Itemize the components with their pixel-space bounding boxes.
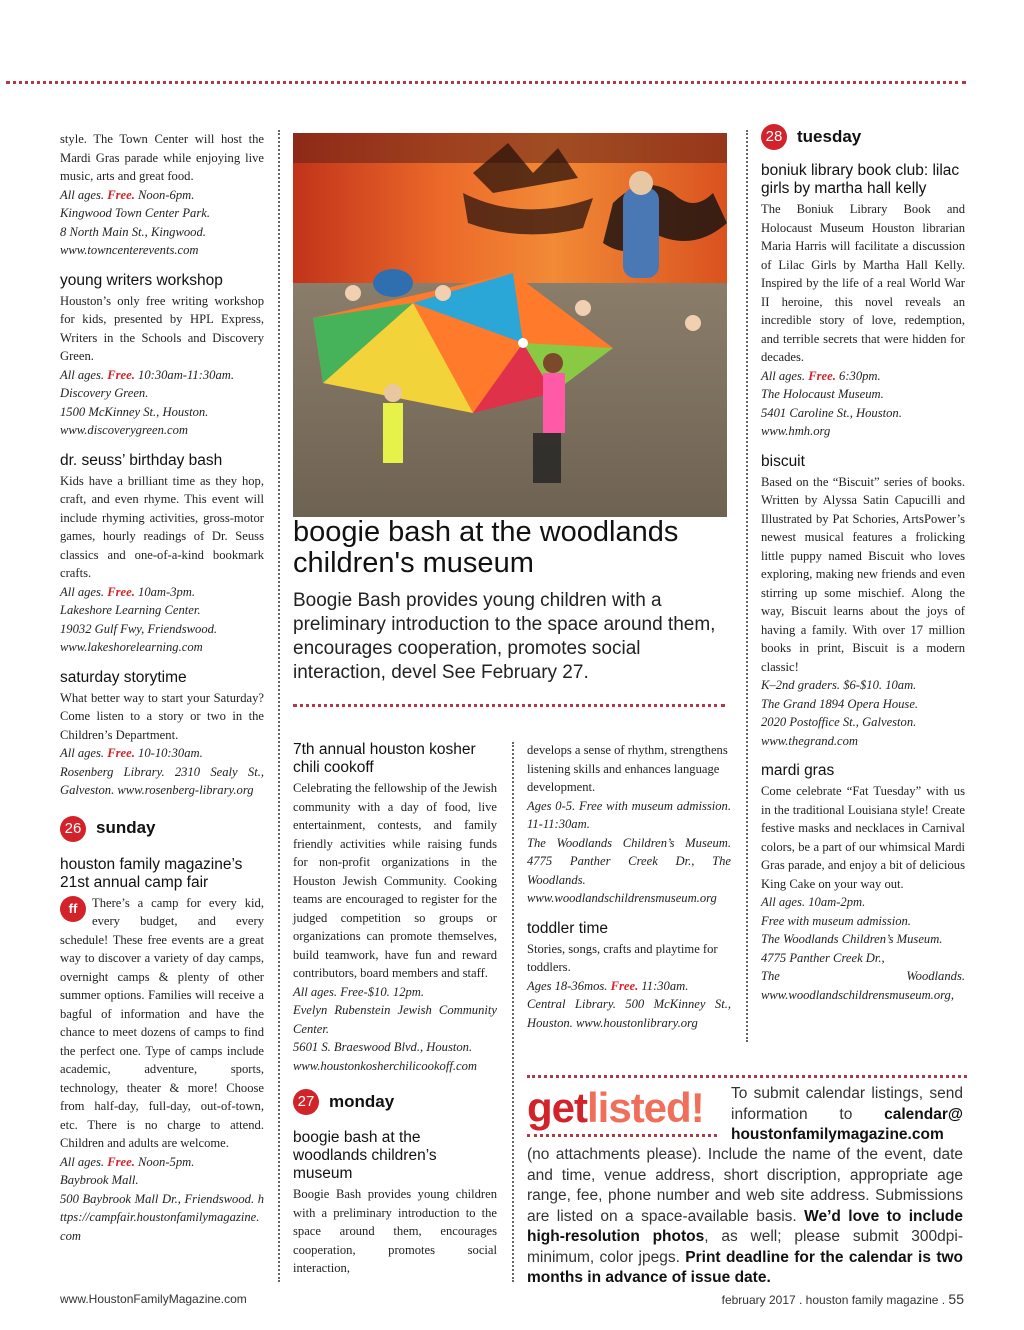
photos-note: We’d love to include high-resolution photos	[527, 1207, 963, 1245]
meta: All ages.	[60, 1154, 105, 1169]
meta: Free with museum admission.	[761, 913, 911, 928]
page-number: 55	[948, 1291, 964, 1307]
venue: The Woodlands Children’s Museum.	[761, 932, 943, 946]
event-title: dr. seuss’ birthday bash	[60, 451, 223, 469]
footer-issue	[722, 1291, 964, 1307]
free-label: Free.	[610, 978, 639, 993]
url-link[interactable]: www.lakeshorelearning.com	[60, 640, 203, 654]
venue: Rosenberg Library. 2310 Sealy St., Galveston. www.rosenberg-library.org	[60, 764, 264, 797]
event-body: The Boniuk Library Book and Holocaust Museum Houston librarian Maria Harris will facilitate a discussion of Lilac Girls by Martha Hall Kelly. Inspired by the life of a real World War II heroine, this novel reveals an incredible story of love, redemption, and terrible secrets that were hidden for decades.	[761, 202, 965, 364]
continued-text: style. The Town Center will host the Mardi Gras parade while enjoying live music, arts and great food.	[60, 132, 264, 183]
time: 10am-3pm.	[138, 584, 196, 599]
free-label: Free.	[107, 584, 135, 599]
free-label: Free.	[107, 187, 135, 202]
free-label: Free.	[808, 368, 836, 383]
right-column	[761, 124, 965, 1004]
event-title: mardi gras	[761, 762, 835, 779]
email-part-1[interactable]: calendar@	[884, 1105, 963, 1123]
continued-text: develops a sense of rhythm, strengthens listening skills and enhances language development.	[527, 743, 728, 794]
free-label: Free.	[107, 746, 135, 760]
meta: All ages.	[60, 746, 105, 760]
deadline-note: Print deadline for the calendar is two months in advance of issue date.	[527, 1248, 964, 1286]
address: 2020 Postoffice St., Galveston.	[761, 715, 917, 729]
time: Noon-5pm.	[138, 1154, 195, 1169]
time: 10-10:30am.	[138, 746, 203, 760]
day-name: monday	[329, 1091, 395, 1111]
time: 11:30am.	[641, 978, 689, 993]
day-badge: 27	[293, 1089, 319, 1115]
address: 500 Baybrook Mall Dr., Friendswood. https://campfair.houstonfamilymagazine.com	[60, 1191, 264, 1243]
meta: Ages 18-36mos.	[527, 978, 608, 993]
event-body: Celebrating the fellowship of the Jewish community with a day of food, live entertainment, contests, and family friendly activities while raising funds for non-profit organizations in the Houston Jewish Community. Cooking teams are encouraged to register for the judged competition so groups or organizations can promote themselves, build teamwork, have fun and reward contributors, board members and staff.	[293, 781, 497, 980]
address: 8 North Main St., Kingwood.	[60, 224, 206, 239]
url-link[interactable]: www.thegrand.com	[761, 733, 859, 748]
getlisted-logo	[527, 1086, 727, 1137]
address: 4775 Panther Creek Dr.,	[761, 950, 885, 965]
getlisted-instructions: (no attachments please). Include the name of the event, date and time, venue address, short discription, appropriate age range, fee, phone number and web site address. Submissions are listed on a space-available basis.	[527, 1146, 963, 1225]
feature-photo	[293, 133, 727, 517]
venue: Baybrook Mall.	[60, 1173, 139, 1187]
day-name: sunday	[96, 818, 156, 838]
meta: All ages.	[60, 367, 105, 382]
third-column	[527, 741, 731, 1032]
free-label: Free.	[107, 1154, 135, 1169]
feature-dotted-rule	[293, 704, 725, 707]
day-header-26	[60, 816, 264, 842]
top-dotted-rule	[6, 81, 966, 84]
address: 19032 Gulf Fwy, Friendswood.	[60, 621, 218, 636]
meta: K–2nd graders. $6-$10. 10am.	[761, 678, 917, 692]
footer-issue-text: february 2017 . houston family magazine .	[721, 1293, 949, 1307]
meta: All ages. Free-$10. 12pm.	[293, 984, 425, 999]
logo-underline-dots	[527, 1134, 717, 1137]
address: The Woodlands. www.woodlandschildrensmuseum.org,	[761, 969, 965, 1002]
divider-right	[746, 130, 748, 1042]
parachute-play-photo-illustration	[293, 133, 727, 517]
logo-listed: listed!	[587, 1084, 704, 1131]
day-header-27	[293, 1089, 497, 1115]
url-link[interactable]: www.hmh.org	[761, 424, 831, 438]
time: 6:30pm.	[839, 368, 881, 383]
feature-text: Boogie Bash provides young children with a preliminary introduction to the space around them, encourages cooperation, promotes social interaction, devel See February 27.	[293, 590, 716, 683]
logo-get: get	[527, 1084, 587, 1131]
meta: All ages.	[60, 584, 105, 599]
photos-spec: , as well; please submit 300dpi-minimum, color jpegs.	[527, 1228, 963, 1266]
url-link[interactable]: www.discoverygreen.com	[60, 423, 189, 437]
email-part-2[interactable]: houstonfamilymagazine.com	[731, 1126, 944, 1143]
free-label: Free.	[107, 367, 135, 382]
url-link[interactable]: www.houstonkosherchilicookoff.com	[293, 1058, 477, 1073]
event-title: biscuit	[761, 452, 805, 470]
url-link[interactable]: www.towncenterevents.com	[60, 243, 199, 257]
venue: Kingwood Town Center Park.	[60, 206, 210, 220]
venue: Lakeshore Learning Center.	[60, 603, 201, 617]
day-badge: 28	[761, 124, 787, 150]
houston-family-logo-icon: ff	[60, 896, 86, 922]
event-body: Boogie Bash provides young children with a preliminary introduction to the space around them, encourages cooperation, promotes social interaction,	[293, 1187, 497, 1275]
divider-left	[278, 130, 280, 1282]
address: 5601 S. Braeswood Blvd., Houston.	[293, 1040, 473, 1054]
event-body: There’s a camp for every kid, every budget, and every schedule! These free events are a great way to discover a variety of day camps, overnight camps & plenty of other summer options. Families will receive a bagful of information and have the chance to meet dozens of camps to find the perfect one. Type of camps include academic, adventure, sports, technology, theater & more! Choose from half-day, full-day, out-of-town, etc. There is no charge to attend. Children and adults are welcome.	[60, 895, 264, 1150]
event-title: houston family magazine’s 21st annual camp fair	[60, 855, 243, 891]
getlisted-intro: To submit calendar listings, send information to	[731, 1085, 963, 1123]
venue: The Grand 1894 Opera House.	[761, 696, 919, 711]
venue: Evelyn Rubenstein Jewish Community Center.	[293, 1003, 497, 1036]
time: 10:30am-11:30am.	[138, 367, 234, 382]
event-title: 7th annual houston kosher chili cookoff	[293, 741, 476, 776]
event-body: What better way to start your Saturday? Come listen to a story or two in the Children’s Department.	[60, 690, 264, 742]
event-title: toddler time	[527, 919, 608, 937]
event-body: Stories, songs, crafts and playtime for toddlers.	[527, 941, 718, 974]
day-header-28	[761, 124, 965, 150]
time: Noon-6pm.	[138, 187, 195, 202]
meta: Ages 0-5. Free with museum admission. 11-11:30am.	[527, 798, 731, 831]
meta: All ages. 10am-2pm.	[761, 895, 866, 909]
middle-column	[293, 741, 497, 1278]
meta: All ages.	[60, 187, 105, 202]
address: 1500 McKinney St., Houston.	[60, 404, 209, 419]
event-body: Based on the “Biscuit” series of books. Written by Alyssa Satin Capucilli and Illustrated by Pat Schories, ArtsPower’s newest musical features a frolicking little puppy named Biscuit who loves exploring, making new friends and even stirring up some mischief. Along the way, Biscuit learns about the joys of having a family. With over 17 million books in print, Biscuit is a modern classic!	[761, 474, 965, 674]
address: 5401 Caroline St., Houston.	[761, 405, 902, 420]
divider-mid	[512, 742, 514, 1282]
venue: Discovery Green.	[60, 386, 149, 400]
event-body: Come celebrate “Fat Tuesday” with us in the traditional Louisiana style! Create festive masks and necklaces in Carnival colors, be a part of our whimsical Mardi Gras parade, and enjoy a bit of delicious King Cake on your way out.	[761, 784, 965, 891]
left-column	[60, 130, 264, 1245]
venue: Central Library. 500 McKinney St., Houston. www.houstonlibrary.org	[527, 997, 731, 1030]
day-badge: 26	[60, 816, 86, 842]
feature-caption	[293, 517, 733, 685]
meta: All ages.	[761, 368, 806, 383]
venue: The Woodlands Children’s Museum. 4775 Panther Creek Dr., The Woodlands. www.woodlandschildrensmuseum.org	[527, 835, 731, 905]
event-title: boniuk library book club: lilac girls by martha hall kelly	[761, 162, 960, 197]
event-title: saturday storytime	[60, 668, 187, 686]
day-name: tuesday	[797, 126, 862, 146]
feature-title: boogie bash at the woodlands children's museum	[293, 516, 679, 579]
venue: The Holocaust Museum.	[761, 387, 884, 401]
footer-website[interactable]: www.HoustonFamilyMagazine.com	[60, 1292, 247, 1306]
event-title: boogie bash at the woodlands children’s museum	[293, 1129, 437, 1182]
event-title: young writers workshop	[60, 271, 223, 289]
getlisted-dotted-rule-top	[527, 1075, 967, 1078]
event-body: Houston’s only free writing workshop for kids, presented by HPL Express, Writers in the Schools and Discovery Green.	[60, 293, 264, 363]
event-body: Kids have a brilliant time as they hop, craft, and even rhyme. This event will include rhyming activities, gross-motor games, hourly readings of Dr. Seuss classics and one-of-a-kind bookmark crafts.	[60, 473, 264, 580]
